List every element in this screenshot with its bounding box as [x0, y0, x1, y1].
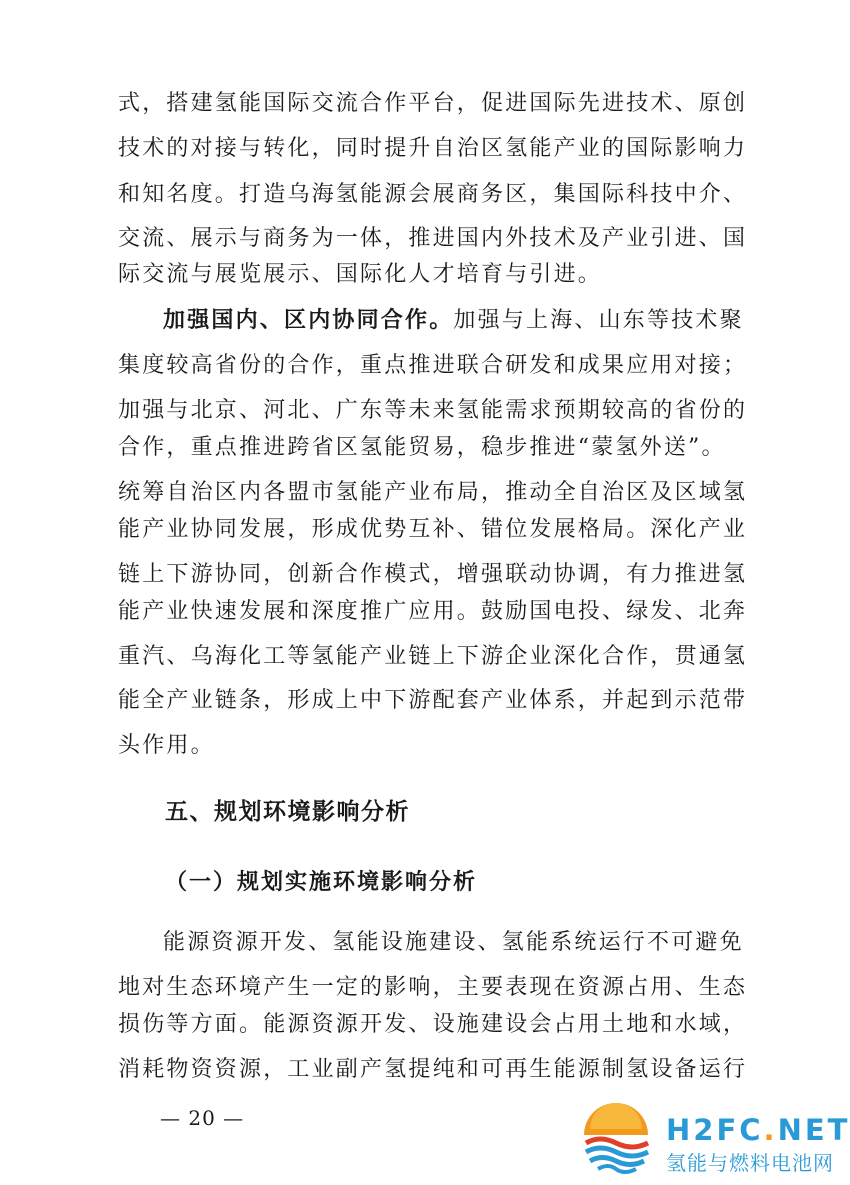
paragraph-lead-bold: 加强国内、区内协同合作。	[163, 307, 454, 333]
paragraph-line: 集度较高省份的合作，重点推进联合研发和成果应用对接；	[118, 353, 748, 378]
watermark-subtitle: 氢能与燃料电池网	[666, 1151, 834, 1175]
h2fc-logo-icon	[570, 1105, 662, 1180]
paragraph-line: 合作，重点推进跨省区氢能贸易，稳步推进“蒙氢外送”。	[118, 435, 726, 460]
paragraph-line: 际交流与展览展示、国际化人才培育与引进。	[118, 262, 603, 287]
paragraph-line: 能产业快速发展和深度推广应用。鼓励国电投、绿发、北奔	[118, 599, 748, 624]
paragraph-line: 加强与北京、河北、广东等未来氢能需求预期较高的省份的	[118, 398, 748, 423]
paragraph-line: 地对生态环境产生一定的影响，主要表现在资源占用、生态	[118, 975, 748, 1000]
paragraph-line: 头作用。	[118, 733, 215, 758]
subsection-heading: （一）规划实施环境影响分析	[165, 869, 478, 895]
paragraph-line: 统筹自治区内各盟市氢能产业布局，推动全自治区及区域氢	[118, 480, 748, 505]
watermark-brand-dot: .	[763, 1113, 778, 1147]
paragraph-line: 交流、展示与商务为一体，推进国内外技术及产业引进、国	[118, 226, 748, 251]
paragraph-line: 链上下游协同，创新合作模式，增强联动协调，有力推进氢	[118, 562, 748, 587]
paragraph-line: 能源资源开发、氢能设施建设、氢能系统运行不可避免	[163, 930, 744, 955]
paragraph-line: 和知名度。打造乌海氢能源会展商务区，集国际科技中介、	[118, 182, 748, 207]
paragraph-lead-rest: 加强与上海、山东等技术聚	[453, 308, 744, 333]
paragraph-line: 技术的对接与转化，同时提升自治区氢能产业的国际影响力	[118, 136, 748, 161]
watermark-brand-main: H2FC	[666, 1113, 764, 1147]
paragraph-line: 式，搭建氢能国际交流合作平台，促进国际先进技术、原创	[118, 91, 748, 116]
paragraph-line: 损伤等方面。能源资源开发、设施建设会占用土地和水域，	[118, 1012, 748, 1037]
paragraph-line: 能全产业链条，形成上中下游配套产业体系，并起到示范带	[118, 688, 748, 713]
watermark-brand-tld: NET	[777, 1113, 850, 1147]
section-heading: 五、规划环境影响分析	[165, 799, 410, 825]
paragraph-line-lead	[163, 305, 744, 335]
paragraph-line: 重汽、乌海化工等氢能产业链上下游企业深化合作，贯通氢	[118, 644, 748, 669]
page-number: — 20 —	[160, 1106, 245, 1130]
paragraph-line: 能产业协同发展，形成优势互补、错位发展格局。深化产业	[118, 517, 748, 542]
paragraph-line: 消耗物资资源，工业副产氢提纯和可再生能源制氢设备运行	[118, 1057, 748, 1082]
watermark-logo	[570, 1105, 850, 1180]
watermark-brand	[666, 1115, 850, 1145]
